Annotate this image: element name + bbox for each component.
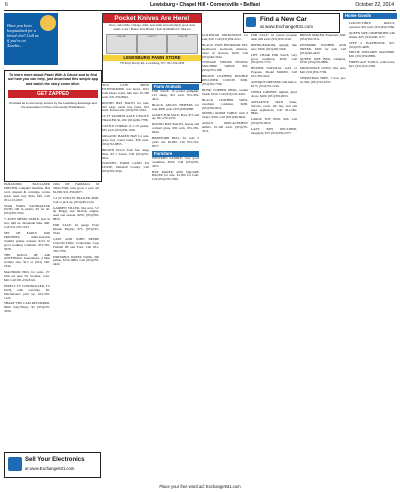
photo-ad: [4, 13, 58, 65]
classified-ad: VINTAGE SINGER SEWING MACHINE TABLE, $50. (931)270-1188.: [202, 60, 248, 73]
column-3-classifieds: [102, 84, 149, 176]
classified-ad: GARDEN TILLER, like new, 5.5 hp Briggs and Stratton engine, used one season, $250. (931)359-8833.: [53, 205, 99, 222]
zap-title: GET ZAPPED: [8, 90, 98, 98]
column-5-classifieds: [202, 34, 248, 136]
classified-ad: HAY RAKER AND SQUARE BALER for sale. $1,500 for both. Call (931)270-5599.: [152, 169, 199, 182]
classified-ad: CHRISTMAS TREE, 7 foot, pre-lit, $50. (931)722-2255.: [300, 76, 346, 85]
knives-address: 735 Petty Boody Rd., Lewisburg, TN • 931-359-2656: [119, 60, 185, 65]
classified-ad: ORGANIC BAKED HAY for sale, grass fed, round bales. $30 each. (931)722-8855.: [102, 133, 149, 146]
classified-ad: BUNK CORNER DESK, walnut finish, $150. Call (931)722-4422.: [202, 87, 248, 96]
classified-ad: LARGE TOY BOX, $20. Call (931)270-9922.: [251, 117, 297, 126]
classified-ad: SHARP VHS CAM RECORDER, 8mm Sony/Sharp. $5 (931)270-3456.: [4, 301, 50, 314]
classified-ad: BLACK TWIN BEDROOM SET, headboard, footboard, mattress, chest of drawers, $250. Call (931)246-3344.: [202, 42, 248, 59]
classified-ad: DINING ROOM TABLE with 6 chairs, $350. Call (931)246-6622.: [202, 111, 248, 120]
sell-title: Sell Your Electronics: [25, 457, 85, 463]
classified-ad: LIFT CHAIR FOR SALE, very good condition. $250. Call (931)270-7755.: [251, 52, 297, 65]
classified-ad: MACBOOK PRO, for parts, 15" with ear new, 50, Scanner, color. $40. Call 931-259-8122.: [4, 270, 50, 282]
classified-ad: WESTERN SADDLE, very good condition, $350. Call (931)359-4455.: [152, 155, 199, 168]
classified-ad: DIRECT TV CONTROLLER, TV DVD, with warranty. $5. Macfarlane's pick up. 931-359-1122.: [4, 283, 50, 300]
page-footer: Place your free word ad: Exchange931.com: [159, 484, 241, 489]
classified-ad: MOVIE POPCORN MACHINE, $30. (931)359-8899.: [349, 50, 395, 59]
classified-ad: ROUND HAY BALES for sale, 4x5 large round hay bales. $25 each. Fescue mix. (931)270-5544.: [102, 100, 149, 113]
knives-store: LEWISBURG PAWN STORE: [103, 55, 201, 61]
masthead-title: Lewisburg • Chapel Hill • Cornersville • Belfast: [150, 2, 260, 8]
classified-ad: GOLDSTAR MICROWAVE for sale, $50. Call (931)359-2211.: [202, 33, 248, 41]
sell-electronics-ad: [4, 452, 101, 478]
photo-caption: Have you been hospitalized for a blood clot? Call us if you're on Xarelto...: [7, 23, 39, 48]
car-icon: [246, 17, 256, 27]
classified-ad: 5 x 10' UTILITY TRAILER, $900. Call or pick up. (931)246-1234.: [53, 195, 99, 204]
classified-ad: BROWN LEATHER DOUBLE RECLINER COUCH, $300. (931)359-7766.: [202, 74, 248, 86]
classified-ad: STEP 2 PLAYHOUSE, $75. (931)270-4488.: [349, 40, 395, 49]
pet-icon: [40, 15, 56, 31]
classified-ad: 1964 DE FARMALL M TRACTOR, runs good, 5 year old $2,000, 931-359-6677.: [53, 182, 99, 194]
knives-title: Pocket Knives Are Here!: [103, 14, 201, 23]
classified-ad: CATTLE CORRAL 6' x 10' panels, $35 each. (931)359-1199.: [102, 124, 149, 133]
exchange-zap-ad: [4, 70, 102, 182]
zap-caption: Provided as a community service by the Lewisburg Exchange and the Association of Free Community Publications: [9, 101, 97, 110]
find-car-title: Find a New Car: [260, 16, 307, 23]
classified-ad: GOATS FOR SALE, Boer, $75 and up. 931-270-2233.: [152, 112, 199, 121]
classified-ad: STAR WARS VANIDAKLER DVD's still in plastic, $5 for all. (931)359-7022.: [4, 203, 50, 216]
classified-ad: ANGUS REPLACEMENT heifers, $1,100 each. (931)270-3311.: [202, 121, 248, 134]
classified-ad: 2014 CASE 580SN EXTENDAHOE, low hours. 2015 John Deere Gator, like new. $7,500 each. 931-359-8822.: [102, 83, 149, 99]
column-7-classifieds: [300, 34, 346, 87]
classified-ad: ANTIQUE DRESSER with mirror, $175. (931)722-1144.: [251, 80, 298, 88]
classified-ad: BREAD MAKER, Panasonic, $40. (931)359-5511.: [300, 33, 346, 41]
knives-grid: [103, 33, 201, 55]
classified-ad: MICROWAVE OVEN, like new, $40. (931)359-7799.: [300, 66, 346, 75]
classified-ad: REFRIGERATOR, upright, like new, $300. (931)246-5566.: [251, 42, 297, 51]
electronics-icon: [8, 457, 22, 471]
classified-ad: HEREFORD BULL for sale, 2 years old. $2,000. Call 931-722-6677.: [152, 136, 199, 148]
knife-image: Case 65: [106, 34, 137, 54]
knife-image: Case 57: [137, 34, 168, 54]
classified-ad: BLACK LEATHER SOFA, excellent condition, $200. (931)359-9911.: [202, 97, 248, 110]
find-car-ad: [243, 13, 340, 33]
classified-ad: CHINA CABINET, lighted, glass doors. $200. (931)359-6633.: [251, 89, 297, 98]
column-2-classifieds: [53, 183, 99, 269]
classified-ad: FIREPLACE TOOLS, solid brass, $25. (931)722-3300.: [349, 60, 395, 69]
classified-ad: HEATER NATURAL GAS or Propane, Model MOD50. Call 931-359-3322.: [251, 66, 297, 79]
column-1: [4, 13, 58, 65]
classified-ad: CASE AND JOHN DEERE COLLECTION, Collectable Case Farmall IH and Ford. Call 931-359-7700.: [53, 236, 99, 253]
classified-ad: PANASONIC FAX/LASER PRINTER computer machine. Has cord, manual & cartridge, works great, used very little, $45. Call 931-123-4567.: [4, 182, 50, 202]
category-home-goods: Home Goods: [343, 13, 397, 19]
classified-ad: 16 FT TANDEM AXLE UTILITY TRAILER, $1,100. (931)246-7788.: [102, 114, 149, 123]
classified-ad: FOR SALE: 16 pound pumpkin, 1x5 sheep, $12 each. 931-359-4411.: [152, 89, 199, 101]
knives-text: New, collectible, vintage, mint, near-mint and extremely good used items. Case • Bokar True Brand • Kott & Mumford • Marvel: [109, 23, 195, 31]
issue-date: October 22, 2014: [355, 2, 394, 8]
classified-ad: WANTED: FARM LAND TO LEASE, Marshall County. Call (931)359-3344.: [102, 161, 149, 174]
classified-ad: QUEEN SIZE COMFORTER with shams, $25. (931)246-1177.: [349, 30, 395, 39]
page-header: [0, 0, 400, 10]
classified-ad: PORTABLE WATER TANK, 300 gallon, $150 OBO. Call (931)270-4422.: [53, 254, 99, 267]
column-4-classifieds: [152, 84, 199, 184]
knife-image: Case 58: [167, 34, 198, 54]
category-furniture: Furniture: [152, 151, 199, 157]
classified-ad: 7' AVEN MEMO TABLE, new in box, $40 ea. Mountain bike, $60. Call 931-270-1233.: [4, 217, 50, 230]
classified-ad: BROWN EGGS from free range hens, $3 a dozen. Call (931)270-6611.: [102, 147, 149, 160]
column-8-classifieds: [349, 22, 395, 71]
classified-ad: BLACK ANGUS HEIFERS for sale, $850 each. (931)246-9988.: [152, 102, 199, 111]
classified-ad: KENMORE WASHER AND DRYER, $200 for pair. Call (931)246-4433.: [300, 42, 346, 55]
zap-body: To learn more about Pawn With A Cause and to find out how you can help, just download this simple app and watch the story come alive.: [7, 73, 99, 86]
classified-ad: SET OF EARLY 1920 PRINTERS, multi-function Toshiba printer scanner, $115. In good working condition. 931-359-5678.: [4, 230, 50, 251]
classified-ad: LAZY BOY RECLINER, burgundy, $75. (931)359-2277.: [251, 127, 297, 136]
column-1-classifieds: [4, 183, 50, 316]
category-farm-animals: Farm Animals: [152, 84, 199, 90]
page-number: 6: [5, 2, 8, 8]
classified-ad: APPLIANCE MAN Sales, Service, parts. We buy and sell used appliances. Call 931-246-8844.: [251, 99, 297, 116]
classified-ad: FOR SALE: 16 gauge Polar Drums Engine, $75. (931)722-5544.: [53, 223, 99, 235]
column-6-classifieds: [251, 34, 297, 138]
header-rule: [4, 10, 396, 11]
sell-url[interactable]: at www.Exchange931.com: [25, 466, 75, 471]
pocket-knives-ad: [102, 13, 202, 83]
classified-ad: QUEEN SIZE BED, complete, $150. (931)270-8866.: [300, 56, 346, 65]
find-car-url[interactable]: at www.Exchange931.com: [260, 24, 314, 29]
classified-ad: FOR SALE: 16 pound propane tank, $20 each. (931)359-1100.: [251, 33, 297, 41]
classified-ad: COLLECTIBLE DOLLS, assorted, $10 each. (931)359-3366.: [349, 21, 395, 29]
classified-ad: THE ROLLS OF AIR ANTENNAS, Guaranteed, 4 Man women size, $15 or (931) 246-2344.: [4, 252, 50, 269]
classified-ad: ROUND HAY BALES, fescue and orchard grass, $30 each. 931-359-6644.: [152, 122, 199, 135]
